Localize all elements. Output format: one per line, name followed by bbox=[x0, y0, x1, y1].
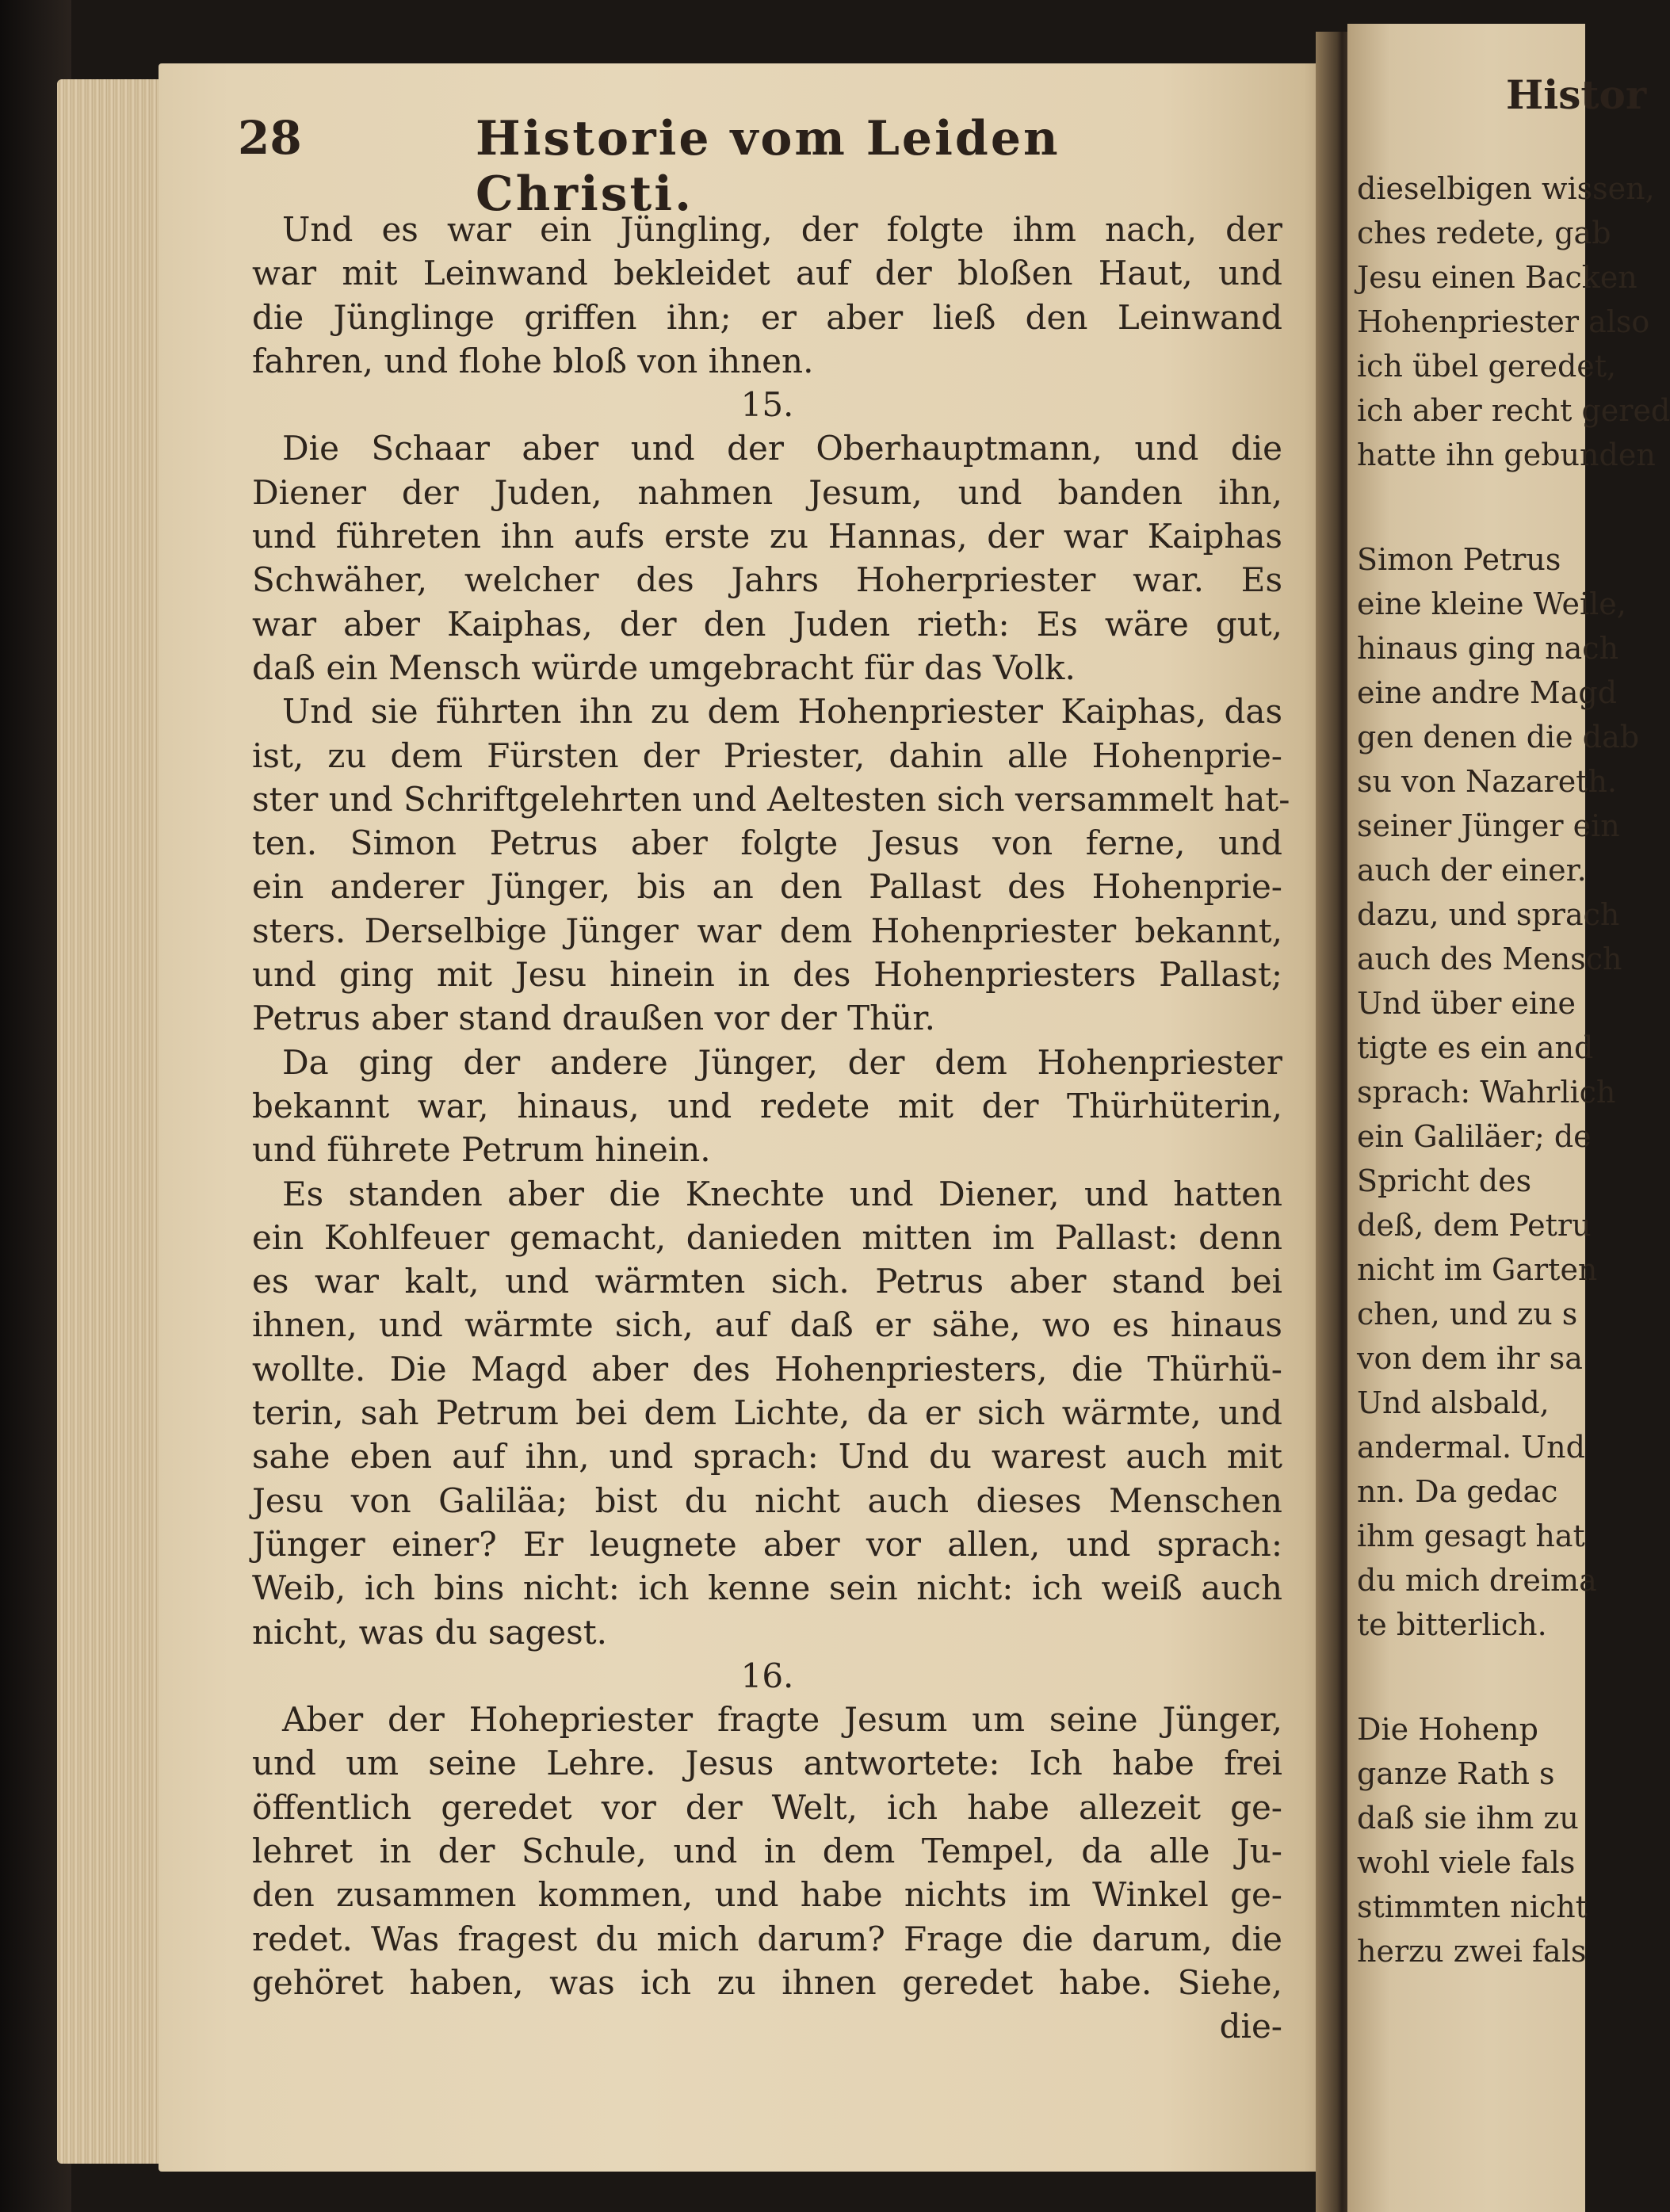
section-number: 16. bbox=[740, 1656, 794, 1695]
text-line: ein Galiläer; de bbox=[1357, 1119, 1592, 1154]
text-line: fahren, und flohe bloß von ihnen. bbox=[252, 341, 814, 380]
text-line: und führete Petrum hinein. bbox=[252, 1130, 711, 1170]
text-line: nn. Da gedac bbox=[1357, 1474, 1558, 1509]
text-line: es war kalt, und wärmten sich. Petrus aber stand bei bbox=[252, 1262, 1282, 1301]
text-line: die Jünglinge griffen ihn; er aber ließ den Leinwand bbox=[252, 297, 1282, 337]
text-line: Die Schaar aber und der Oberhauptmann, und die bbox=[282, 429, 1282, 468]
text-line: ster und Schriftgelehrten und Aeltesten sich versammelt hat- bbox=[252, 779, 1290, 819]
text-line: war mit Leinwand bekleidet auf der bloßen Haut, und bbox=[252, 254, 1282, 293]
text-line: ihm gesagt hat bbox=[1357, 1519, 1585, 1553]
page-number: 28 bbox=[238, 111, 302, 165]
text-line: hinaus ging nach bbox=[1357, 631, 1619, 666]
text-line: Da ging der andere Jünger, der dem Hohenpriester bbox=[282, 1042, 1282, 1082]
text-line: seiner Jünger ein bbox=[1357, 808, 1620, 843]
text-line: nicht, was du sagest. bbox=[252, 1612, 607, 1652]
text-line: auch des Mensch bbox=[1357, 942, 1622, 976]
text-line: su von Nazareth. bbox=[1357, 764, 1618, 799]
text-line: Aber der Hohepriester fragte Jesum um seine Jünger, bbox=[282, 1700, 1282, 1740]
text-line: ich übel geredet, bbox=[1357, 349, 1617, 384]
text-line: von dem ihr sa bbox=[1357, 1341, 1583, 1376]
text-line: nicht im Garten bbox=[1357, 1252, 1598, 1287]
text-line: Spricht des bbox=[1357, 1163, 1532, 1198]
text-line: terin, sah Petrum bei dem Lichte, da er sich wärmte, und bbox=[252, 1393, 1282, 1433]
text-line: wollte. Die Magd aber des Hohenpriesters, die Thürhü- bbox=[252, 1349, 1282, 1389]
text-line: ten. Simon Petrus aber folgte Jesus von ferne, und bbox=[252, 823, 1282, 863]
right-page-text bbox=[1357, 166, 1670, 1973]
text-line: wohl viele fals bbox=[1357, 1845, 1576, 1880]
text-line: sahe eben auf ihn, und sprach: Und du warest auch mit bbox=[252, 1437, 1282, 1477]
text-line: Und über eine bbox=[1357, 986, 1576, 1021]
text-line: daß sie ihm zu bbox=[1357, 1801, 1579, 1836]
text-line: und ging mit Jesu hinein in des Hohenpriesters Pallast; bbox=[252, 955, 1282, 995]
text-line: Diener der Juden, nahmen Jesum, und banden ihn, bbox=[252, 472, 1282, 512]
text-line: deß, dem Petru bbox=[1357, 1208, 1592, 1243]
text-line: daß ein Mensch würde umgebracht für das Volk. bbox=[252, 648, 1076, 687]
text-line: eine andre Magd bbox=[1357, 675, 1618, 710]
text-line: hatte ihn gebunden bbox=[1357, 437, 1656, 472]
page-edges bbox=[57, 79, 168, 2164]
text-line: auch der einer. bbox=[1357, 853, 1587, 888]
text-line: Jesu einen Backen bbox=[1357, 260, 1638, 295]
text-line: Und sie führten ihn zu dem Hohenpriester Kaiphas, das bbox=[282, 692, 1282, 732]
text-line: Hohenpriester also bbox=[1357, 304, 1650, 339]
text-line: Jesu von Galiläa; bist du nicht auch dieses Menschen bbox=[252, 1480, 1282, 1520]
text-line: und führeten ihn aufs erste zu Hannas, der war Kaiphas bbox=[252, 517, 1282, 556]
left-page-text bbox=[252, 208, 1290, 2048]
text-line: dieselbigen wissen, bbox=[1357, 171, 1655, 206]
text-line: die- bbox=[1219, 2007, 1282, 2046]
text-line: herzu zwei fals bbox=[1357, 1934, 1587, 1969]
text-line: eine kleine Weile, bbox=[1357, 586, 1626, 621]
paragraph-gap bbox=[1357, 1647, 1595, 1707]
text-line: chen, und zu s bbox=[1357, 1297, 1578, 1331]
text-line: gehöret haben, was ich zu ihnen geredet habe. Siehe, bbox=[252, 1962, 1282, 2002]
text-line: ches redete, gab bbox=[1357, 216, 1611, 250]
text-line: te bitterlich. bbox=[1357, 1607, 1547, 1642]
text-line: ein anderer Jünger, bis an den Pallast des Hohenprie- bbox=[252, 867, 1282, 907]
text-line: andermal. Und bbox=[1357, 1430, 1585, 1465]
text-line: Simon Petrus bbox=[1357, 542, 1561, 577]
section-number: 15. bbox=[740, 385, 794, 425]
text-line: stimmten nicht bbox=[1357, 1889, 1588, 1924]
text-line: öffentlich geredet vor der Welt, ich habe allezeit ge- bbox=[252, 1787, 1282, 1827]
running-title: Historie vom Leiden Christi. bbox=[476, 111, 1060, 222]
text-line: ihnen, und wärmte sich, auf daß er sähe, wo es hinaus bbox=[252, 1305, 1282, 1345]
text-line: du mich dreima bbox=[1357, 1563, 1597, 1598]
text-line: ganze Rath s bbox=[1357, 1756, 1555, 1791]
left-page-header bbox=[238, 111, 1292, 222]
text-line: und um seine Lehre. Jesus antwortete: Ich habe frei bbox=[252, 1744, 1282, 1783]
text-line: ich aber recht gered bbox=[1357, 393, 1670, 428]
text-line: redet. Was fragest du mich darum? Frage die darum, die bbox=[252, 1919, 1282, 1958]
text-line: dazu, und sprach bbox=[1357, 897, 1620, 932]
text-line: Die Hohenp bbox=[1357, 1712, 1538, 1747]
text-line: Weib, ich bins nicht: ich kenne sein nicht: ich weiß auch bbox=[252, 1568, 1282, 1608]
text-line: lehret in der Schule, und in dem Tempel, da alle Ju- bbox=[252, 1831, 1282, 1870]
text-line: Und es war ein Jüngling, der folgte ihm nach, der bbox=[282, 210, 1282, 249]
right-page-running-title: Histor bbox=[1506, 71, 1647, 118]
text-line: tigte es ein and bbox=[1357, 1030, 1594, 1065]
text-line: sters. Derselbige Jünger war dem Hohenpriester bekannt, bbox=[252, 911, 1282, 950]
text-line: ist, zu dem Fürsten der Priester, dahin alle Hohenprie- bbox=[252, 735, 1282, 775]
text-line: Und alsbald, bbox=[1357, 1385, 1550, 1420]
text-line: bekannt war, hinaus, und redete mit der Thürhüterin, bbox=[252, 1086, 1282, 1125]
text-line: den zusammen kommen, und habe nichts im Winkel ge- bbox=[252, 1875, 1282, 1915]
text-line: Schwäher, welcher des Jahrs Hoherpriester war. Es bbox=[252, 560, 1282, 600]
text-line: gen denen die dab bbox=[1357, 720, 1640, 755]
paragraph-gap bbox=[1357, 477, 1595, 537]
text-line: Jünger einer? Er leugnete aber vor allen, und sprach: bbox=[252, 1524, 1282, 1564]
text-line: war aber Kaiphas, der den Juden rieth: Es wäre gut, bbox=[252, 604, 1282, 644]
text-line: Es standen aber die Knechte und Diener, und hatten bbox=[282, 1174, 1282, 1213]
text-line: sprach: Wahrlich bbox=[1357, 1075, 1616, 1110]
text-line: ein Kohlfeuer gemacht, danieden mitten im Pallast: denn bbox=[252, 1217, 1282, 1257]
text-line: Petrus aber stand draußen vor der Thür. bbox=[252, 999, 936, 1038]
